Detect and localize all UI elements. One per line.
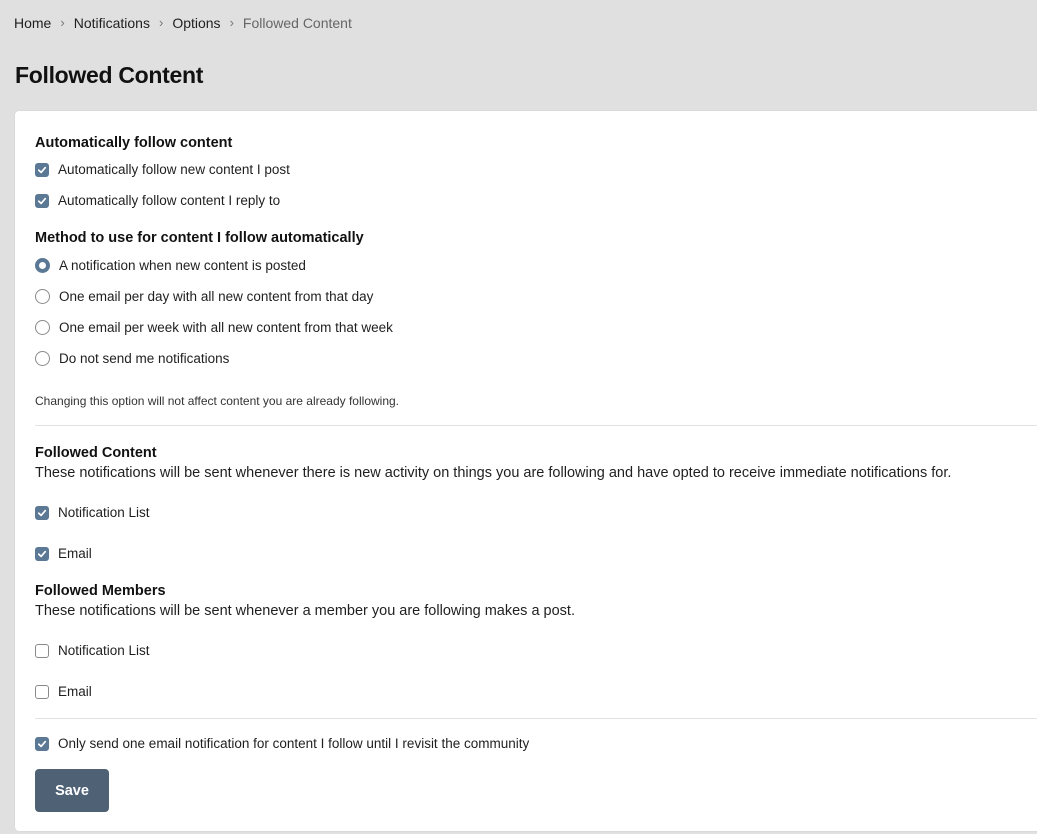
breadcrumb-notifications-link[interactable]: Notifications — [73, 15, 150, 31]
auto-follow-title: Automatically follow content — [35, 135, 233, 151]
chevron-right-icon: › — [158, 15, 164, 30]
options-panel — [15, 111, 1037, 831]
followed-members-title: Followed Members — [35, 583, 166, 599]
option-label: Do not send me notifications — [59, 351, 230, 366]
save-button[interactable]: Save — [35, 769, 109, 812]
followed-members-description: These notifications will be sent whenever a member you are following makes a post. — [35, 603, 575, 619]
option-label: Email — [58, 546, 92, 561]
auto-follow-post-option[interactable] — [35, 162, 290, 177]
chevron-right-icon: › — [229, 15, 234, 30]
checkbox[interactable] — [35, 737, 49, 751]
followed-members-email-option[interactable] — [35, 684, 92, 699]
method-option-weekly-email[interactable] — [35, 320, 393, 335]
checkbox[interactable] — [35, 194, 49, 208]
one-email-option[interactable] — [35, 736, 529, 751]
method-option-daily-email[interactable] — [35, 289, 373, 304]
breadcrumb-options-link[interactable]: Options — [172, 15, 221, 31]
radio-dot — [39, 262, 46, 269]
checkmark-icon — [37, 165, 47, 175]
checkbox[interactable] — [35, 644, 49, 658]
radio-button[interactable] — [35, 351, 50, 366]
checkmark-icon — [37, 196, 47, 206]
checkmark-icon — [37, 549, 47, 559]
method-option-notification[interactable] — [35, 258, 306, 273]
option-label: Automatically follow new content I post — [58, 162, 290, 177]
divider — [35, 425, 1037, 426]
option-label: Email — [58, 684, 92, 699]
method-title: Method to use for content I follow automatically — [35, 230, 364, 246]
breadcrumb-home-link[interactable]: Home — [14, 15, 52, 31]
followed-content-email-option[interactable] — [35, 546, 92, 561]
breadcrumb-current: Followed Content — [242, 15, 352, 31]
followed-content-notification-list-option[interactable] — [35, 505, 150, 520]
radio-button[interactable] — [35, 320, 50, 335]
page-title: Followed Content — [15, 62, 204, 88]
checkmark-icon — [37, 508, 47, 518]
followed-members-notification-list-option[interactable] — [35, 643, 150, 658]
radio-button[interactable] — [35, 289, 50, 304]
followed-content-title: Followed Content — [35, 445, 157, 461]
auto-follow-reply-option[interactable] — [35, 193, 280, 208]
method-option-none[interactable] — [35, 351, 229, 366]
option-label: One email per week with all new content from that week — [59, 320, 393, 335]
checkmark-icon — [37, 739, 47, 749]
divider — [35, 718, 1037, 719]
breadcrumb — [14, 14, 352, 32]
option-label: Only send one email notification for content I follow until I revisit the community — [58, 736, 530, 751]
radio-button[interactable] — [35, 258, 50, 273]
option-label: A notification when new content is posted — [59, 258, 306, 273]
method-hint: Changing this option will not affect content you are already following. — [35, 394, 400, 408]
option-label: Notification List — [58, 643, 150, 658]
option-label: One email per day with all new content from that day — [59, 289, 374, 304]
checkbox[interactable] — [35, 685, 49, 699]
checkbox[interactable] — [35, 506, 49, 520]
checkbox[interactable] — [35, 547, 49, 561]
chevron-right-icon: › — [60, 15, 65, 30]
checkbox[interactable] — [35, 163, 49, 177]
followed-content-description: These notifications will be sent whenever there is new activity on things you are following and have opted to receive immediate notifications for. — [35, 465, 952, 481]
option-label: Automatically follow content I reply to — [58, 193, 281, 208]
option-label: Notification List — [58, 505, 150, 520]
